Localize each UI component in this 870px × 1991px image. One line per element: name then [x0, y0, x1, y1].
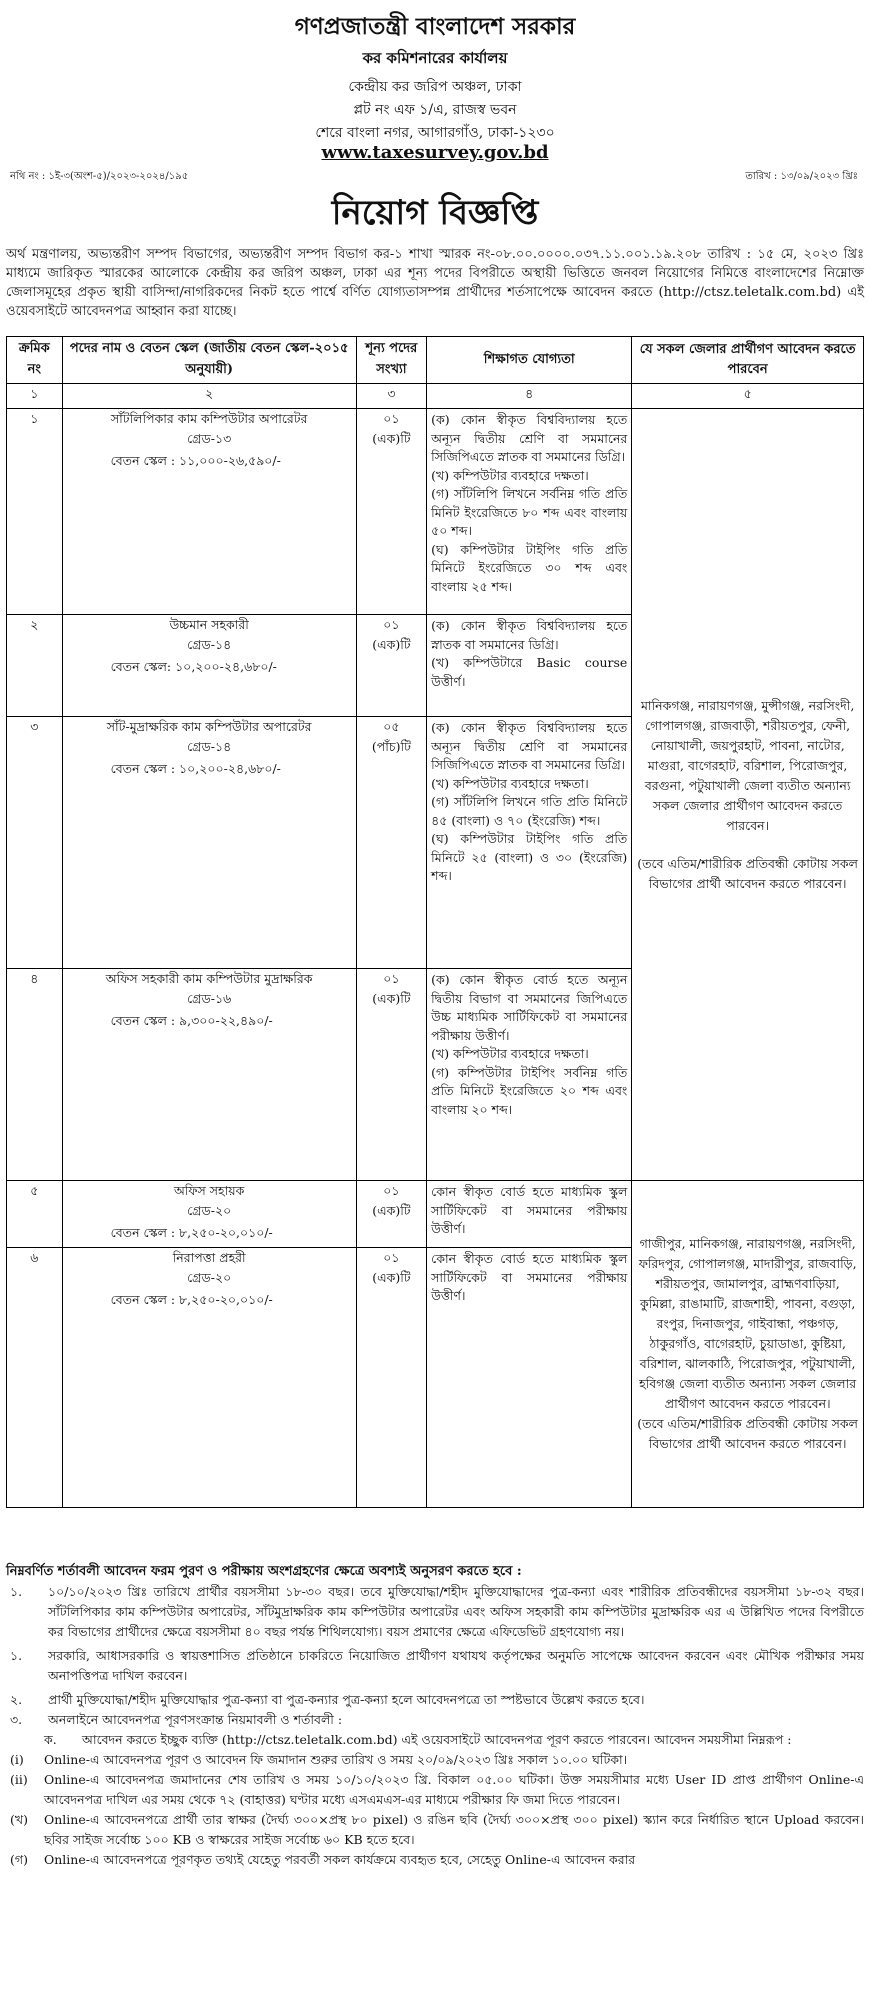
condition-item	[6, 1690, 864, 1710]
qualification-item: (ঘ) কম্পিউটার টাইপিং গতি প্রতি মিনিটে ২৫ (বাংলা) ও ৩০ (ইংরেজি) শব্দ।	[431, 831, 628, 883]
post-scale: বেতন স্কেল: ১০,২০০-২৪,৬৮০/-	[110, 659, 277, 674]
post-title: সাঁটলিপিকার কাম কম্পিউটার অপারেটর	[110, 411, 308, 426]
notice-date: তারিখ : ১৩/০৯/২০২৩ খ্রিঃ	[745, 171, 858, 182]
col-number: ১	[7, 384, 63, 409]
post-grade: গ্রেড-২০	[187, 1203, 232, 1218]
row-count	[356, 969, 427, 1181]
row-count	[356, 615, 427, 717]
col-number: ৪	[427, 384, 632, 409]
col-number: ৩	[356, 384, 427, 409]
post-title: নিরাপত্তা প্রহরী	[172, 1250, 246, 1265]
post-title: অফিস সহকারী কাম কম্পিউটার মুদ্রাক্ষরিক	[105, 971, 313, 986]
count-number: ০১	[383, 971, 400, 986]
qualification-item: (ক) কোন স্বীকৃত বিশ্ববিদ্যালয় হতে অন্যূন দ্বিতীয় শ্রেণি বা সমমানের সিজিপিএতে স্নাতক বা সমমানের ডিগ্রি।	[431, 720, 628, 772]
count-word: (এক)টি	[372, 991, 411, 1006]
header-post: পদের নাম ও বেতন স্কেল (জাতীয় বেতন স্কেল-২০১৫ অনুযায়ী)	[62, 337, 356, 384]
condition-number: ৩.	[10, 1712, 23, 1727]
rule-number: (ii)	[10, 1772, 28, 1787]
districts-group-2	[632, 1181, 864, 1508]
row-serial: ১	[7, 409, 63, 615]
qualification-item: (গ) সাঁটলিপি লিখনে গতি প্রতি মিনিটে ৪৫ (বাংলা) ও ৭০ (ইংরেজি) শব্দ।	[431, 794, 628, 828]
count-number: ০১	[383, 1250, 400, 1265]
zone-name: কেন্দ্রীয় কর জরিপ অঞ্চল, ঢাকা	[348, 79, 522, 95]
table-row	[7, 409, 864, 615]
table-header-row	[7, 337, 864, 384]
vacancy-table	[6, 336, 864, 1508]
header-qualification: শিক্ষাগত যোগ্যতা	[427, 337, 632, 384]
condition-number: ২.	[10, 1692, 23, 1707]
count-number: ০১	[383, 617, 400, 632]
header-districts: যে সকল জেলার প্রার্থীগণ আবেদন করতে পারবেন	[632, 337, 864, 384]
quota-note: (তবে এতিম/শারীরিক প্রতিবন্ধী কোটায় সকল বিভাগের প্রার্থী আবেদন করতে পারবেন।	[637, 1416, 858, 1451]
count-number: ০১	[383, 411, 400, 426]
qualification-item: (খ) কম্পিউটার ব্যবহারে দক্ষতা।	[431, 467, 589, 483]
count-number: ০৫	[383, 719, 400, 734]
post-scale: বেতন স্কেল : ৯,৩০০-২২,৪৯০/-	[110, 1013, 273, 1028]
count-word: (এক)টি	[372, 1270, 411, 1285]
plot-address: প্লট নং এফ ১/এ, রাজস্ব ভবন	[353, 102, 517, 118]
condition-item	[6, 1710, 864, 1730]
notice-title: নিয়োগ বিজ্ঞপ্তি	[331, 193, 539, 233]
condition-text: অনলাইনে আবেদনপত্র পূরণসংক্রান্ত নিয়মাবলী ও শর্তাবলী :	[48, 1712, 343, 1727]
count-number: ০১	[383, 1183, 400, 1198]
online-rule	[6, 1810, 864, 1850]
qualification-item: কোন স্বীকৃত বোর্ড হতে মাধ্যমিক স্কুল সার্টিফিকেট বা সমমানের পরীক্ষায় উত্তীর্ণ।	[431, 1184, 628, 1236]
post-grade: গ্রেড-২০	[187, 1270, 232, 1285]
qualification-item: কোন স্বীকৃত বোর্ড হতে মাধ্যমিক স্কুল সার্টিফিকেট বা সমমানের পরীক্ষায় উত্তীর্ণ।	[431, 1251, 628, 1303]
post-grade: গ্রেড-১৬	[187, 991, 232, 1006]
header-title: গণপ্রজাতন্ত্রী বাংলাদেশ সরকার	[294, 13, 576, 40]
online-rule	[6, 1730, 864, 1750]
post-grade: গ্রেড-১৩	[187, 431, 232, 446]
row-count	[356, 1248, 427, 1508]
post-scale: বেতন স্কেল : ১০,২০০-২৪,৬৮০/-	[110, 761, 281, 776]
memo-number: নথি নং : ১ই-৩(অংশ-৫)/২০২৩-২০২৪/১৯৫	[10, 171, 189, 182]
rule-number: (খ)	[10, 1812, 28, 1827]
row-post	[62, 969, 356, 1181]
qualification-item: (খ) কম্পিউটারে Basic course উত্তীর্ণ।	[431, 655, 628, 689]
row-qualification	[427, 717, 632, 969]
rule-number: (গ)	[10, 1852, 28, 1867]
rule-text: Online-এ আবেদনপত্র পূরণ ও আবেদন ফি জমাদান শুরুর তারিখ ও সময় ২০/০৯/২০২৩ খ্রিঃ সকাল ১০.০০ ঘটিকা।	[44, 1752, 628, 1767]
districts-group-1	[632, 409, 864, 1181]
qualification-item: (ক) কোন স্বীকৃত বিশ্ববিদ্যালয় হতে স্নাতক বা সমমানের ডিগ্রি।	[431, 618, 628, 652]
online-rule	[6, 1750, 864, 1770]
post-scale: বেতন স্কেল : ৮,২৫০-২০,০১০/-	[110, 1292, 273, 1307]
quota-note: (তবে এতিম/শারীরিক প্রতিবন্ধী কোটায় সকল বিভাগের প্রার্থী আবেদন করতে পারবেন।	[637, 855, 858, 891]
qualification-item: (খ) কম্পিউটার ব্যবহারে দক্ষতা।	[431, 1046, 589, 1061]
row-count	[356, 1181, 427, 1248]
header-serial: ক্রমিক নং	[7, 337, 63, 384]
post-grade: গ্রেড-১৪	[187, 739, 232, 754]
online-rule	[6, 1850, 864, 1870]
row-post	[62, 1248, 356, 1508]
districts-list: মানিকগঞ্জ, নারায়ণগঞ্জ, মুন্সীগঞ্জ, নরসিংদী, গোপালগঞ্জ, রাজবাড়ী, শরীয়তপুর, ফেনী, নোয়াখালী, জয়পুরহাট, পাবনা, নাটোর, মাগুরা, বাগেরহাট, বরিশাল, পিরোজপুর, বরগুনা, পটুয়াখালী জেলা ব্যতীত অন্যান্য সকল জেলার প্রার্থীগণ আবেদন করতে পারবেন।	[640, 697, 855, 833]
column-number-row	[7, 384, 864, 409]
row-post	[62, 1181, 356, 1248]
condition-text: প্রার্থী মুক্তিযোদ্ধা/শহীদ মুক্তিযোদ্ধার পুত্র-কন্যা বা পুত্র-কন্যার পুত্র-কন্যা হলে আবেদনপত্রে তা স্পষ্টভাবে উল্লেখ করতে হবে।	[48, 1692, 645, 1707]
row-serial: ২	[7, 615, 63, 717]
row-count	[356, 717, 427, 969]
city-address: শেরে বাংলা নগর, আগারগাঁও, ঢাকা-১২৩০	[315, 125, 555, 141]
qualification-item: (গ) সাঁটলিপি লিখনে সর্বনিম্ন গতি প্রতি মিনিট ইংরেজিতে ৮০ শব্দ এবং বাংলায় ৫০ শব্দ।	[431, 486, 628, 538]
condition-number: ১.	[10, 1584, 23, 1599]
qualification-item: (খ) কম্পিউটার ব্যবহারে দক্ষতা।	[431, 775, 589, 791]
row-serial: ৩	[7, 717, 63, 969]
rule-number: ক.	[44, 1732, 57, 1747]
website-link[interactable]: www.taxesurvey.gov.bd	[321, 142, 549, 163]
row-qualification	[427, 1181, 632, 1248]
conditions-list	[6, 1582, 864, 1870]
post-grade: গ্রেড-১৪	[187, 637, 232, 652]
online-rule	[6, 1770, 864, 1810]
qualification-item: (ঘ) কম্পিউটার টাইপিং গতি প্রতি মিনিটে ইংরেজিতে ৩০ শব্দ এবং বাংলায় ২৫ শব্দ।	[431, 541, 628, 594]
condition-text: ১০/১০/২০২৩ খ্রিঃ তারিখে প্রার্থীর বয়সসীমা ১৮-৩০ বছর। তবে মুক্তিযোদ্ধা/শহীদ মুক্তিযোদ্ধাদের পুত্র-কন্যা এবং শারীরিক প্রতিবন্ধীদের বয়সসীমা ১৮-৩২ বছর। সাঁটলিপিকার কাম কম্পিউটার অপারেটর, সাঁটমুদ্রাক্ষরিক কাম কম্পিউটার অপারেটর এবং অফিস সহকারী কাম কম্পিউটার মুদ্রাক্ষরিক এর এ উল্লিখিত পদের বিপরীতে কর বিভাগের প্রার্থীদের ক্ষেত্রে বয়সসীমা ৪০ বছর পর্যন্ত শিথিলযোগ্য। বয়স প্রমাণের ক্ষেত্রে এফিডেভিট গ্রহণযোগ্য নয়।	[48, 1584, 864, 1639]
row-qualification	[427, 969, 632, 1181]
count-word: (এক)টি	[372, 637, 411, 652]
post-scale: বেতন স্কেল : ৮,২৫০-২০,০১০/-	[110, 1225, 273, 1240]
condition-text: সরকারি, আধাসরকারি ও স্বায়ত্তশাসিত প্রতিষ্ঠানে চাকরিতে নিয়োজিত প্রার্থীগণ যথাযথ কর্তৃপক্ষের অনুমতি সাপেক্ষে আবেদন করবেন এবং মৌখিক পরীক্ষার সময় অনাপত্তিপত্র দাখিল করবেন।	[48, 1648, 864, 1683]
row-qualification	[427, 1248, 632, 1508]
count-word: (এক)টি	[372, 431, 411, 446]
qualification-item: (ক) কোন স্বীকৃত বিশ্ববিদ্যালয় হতে অন্যূন দ্বিতীয় শ্রেণি বা সমমানের সিজিপিএতে স্নাতক বা সমমানের ডিগ্রি।	[431, 412, 628, 464]
office-name: কর কমিশনারের কার্যালয়	[362, 49, 508, 67]
condition-item	[6, 1582, 864, 1642]
row-serial: ৬	[7, 1248, 63, 1508]
rule-text: Online-এ আবেদনপত্র জমাদানের শেষ তারিখ ও সময় ১০/১০/২০২৩ খ্রি. বিকাল ০৫.০০ ঘটিকা। উক্ত সময়সীমার মধ্যে User ID প্রাপ্ত প্রার্থীগণ Online-এ আবেদনপত্র দাখিল এর সময় থেকে ৭২ (বাহাত্তর) ঘণ্টার মধ্যে এসএমএস-এর মাধ্যমে পরীক্ষার ফি জমা দিতে পারবেন।	[44, 1772, 864, 1807]
row-post	[62, 409, 356, 615]
col-number: ২	[62, 384, 356, 409]
condition-item	[6, 1646, 864, 1686]
rule-text: Online-এ আবেদনপত্রে পূরণকৃত তথ্যই যেহেতু পরবর্তী সকল কার্যক্রমে ব্যবহৃত হবে, সেহেতু Online-এ আবেদন করার	[44, 1852, 636, 1867]
row-count	[356, 409, 427, 615]
post-title: অফিস সহায়ক	[173, 1183, 245, 1198]
rule-text: Online-এ আবেদনপত্রে প্রার্থী তার স্বাক্ষর (দৈর্ঘ্য ৩০০×প্রস্থ ৮০ pixel) ও রঙিন ছবি (দৈর্ঘ্য ৩০০×প্রস্থ ৩০০ pixel) স্ক্যান করে নির্ধারিত স্থানে Upload করবেন। ছবির সাইজ সর্বোচ্চ ১০০ KB ও স্বাক্ষরের সাইজ সর্বোচ্চ ৬০ KB হতে হবে।	[44, 1812, 864, 1847]
row-serial: ৫	[7, 1181, 63, 1248]
conditions-heading: নিম্নবর্ণিত শর্তাবলী আবেদন ফরম পুরণ ও পরীক্ষায় অংশগ্রহণের ক্ষেত্রে অবশ্যই অনুসরণ করতে হবে :	[6, 1564, 522, 1579]
post-scale: বেতন স্কেল : ১১,০০০-২৬,৫৯০/-	[110, 453, 281, 468]
row-post	[62, 615, 356, 717]
intro-paragraph: অর্থ মন্ত্রণালয়, অভ্যন্তরীণ সম্পদ বিভাগের, অভ্যন্তরীণ সম্পদ বিভাগ কর-১ শাখা স্মারক নং-০৮.০০.০০০০.০৩৭.১১.০০১.১৯.২০৮ তারিখ : ১৫ মে, ২০২৩ খ্রিঃ মাধ্যমে জারিকৃত স্মারকের আলোকে কেন্দ্রীয় কর জরিপ অঞ্চল, ঢাকা এর শূন্য পদের বিপরীতে অস্থায়ী ভিত্তিতে জনবল নিয়োগের নিমিত্তে বাংলাদেশের নিম্নোক্ত জেলাসমূহের প্রকৃত স্থায়ী বাসিন্দা/নাগরিকদের নিকট হতে পার্শ্বে বর্ণিত যোগ্যতাসম্পন্ন প্রার্থীদের শর্তসাপেক্ষে আবেদন করতে (http://ctsz.teletalk.com.bd) এই ওয়েবসাইটে আবেদনপত্র আহ্বান করা যাচ্ছে।	[6, 247, 864, 319]
condition-number: ১.	[10, 1648, 23, 1663]
count-word: (পাঁচ)টি	[371, 739, 411, 754]
post-title: উচ্চমান সহকারী	[169, 617, 249, 632]
row-post	[62, 717, 356, 969]
rule-number: (i)	[10, 1752, 24, 1767]
post-title: সাঁট-মুদ্রাক্ষরিক কাম কম্পিউটার অপারেটর	[106, 719, 312, 734]
qualification-item: (গ) কম্পিউটার টাইপিং সর্বনিম্ন গতি প্রতি মিনিটে ইংরেজিতে ২০ শব্দ এবং বাংলায় ২০ শব্দ।	[431, 1064, 628, 1117]
row-qualification	[427, 409, 632, 615]
count-word: (এক)টি	[372, 1203, 411, 1218]
header-count: শূন্য পদের সংখ্যা	[356, 337, 427, 384]
qualification-item: (ক) কোন স্বীকৃত বোর্ড হতে অন্যূন দ্বিতীয় বিভাগ বা সমমানের জিপিএতে উচ্চ মাধ্যমিক সার্টিফিকেট বা সমমানের পরীক্ষায় উত্তীর্ণ।	[431, 972, 628, 1043]
col-number: ৫	[632, 384, 864, 409]
districts-list: গাজীপুর, মানিকগঞ্জ, নারায়ণগঞ্জ, নরসিংদী, ফরিদপুর, গোপালগঞ্জ, মাদারীপুর, রাজবাড়ি, শরীয়তপুর, জামালপুর, ব্রাহ্মণবাড়িয়া, কুমিল্লা, রাঙামাটি, রাজশাহী, পাবনা, বগুড়া, রংপুর, দিনাজপুর, গাইবান্ধা, পঞ্চগড়, ঠাকুরগাঁও, বাগেরহাট, চুয়াডাঙা, কুষ্টিয়া, বরিশাল, ঝালকাঠি, পিরোজপুর, পটুয়াখালী, হবিগঞ্জ জেলা ব্যতীত অন্যান্য সকল জেলার প্রার্থীগণ আবেদন করতে পারবেন।	[638, 1236, 857, 1411]
row-serial: ৪	[7, 969, 63, 1181]
rule-text: আবেদন করতে ইচ্ছুক ব্যক্তি (http://ctsz.teletalk.com.bd) এই ওয়েবসাইটে আবেদনপত্র পূরণ করতে পারবেন। আবেদন সময়সীমা নিম্নরূপ :	[82, 1732, 792, 1747]
table-row	[7, 1181, 864, 1248]
row-qualification	[427, 615, 632, 717]
